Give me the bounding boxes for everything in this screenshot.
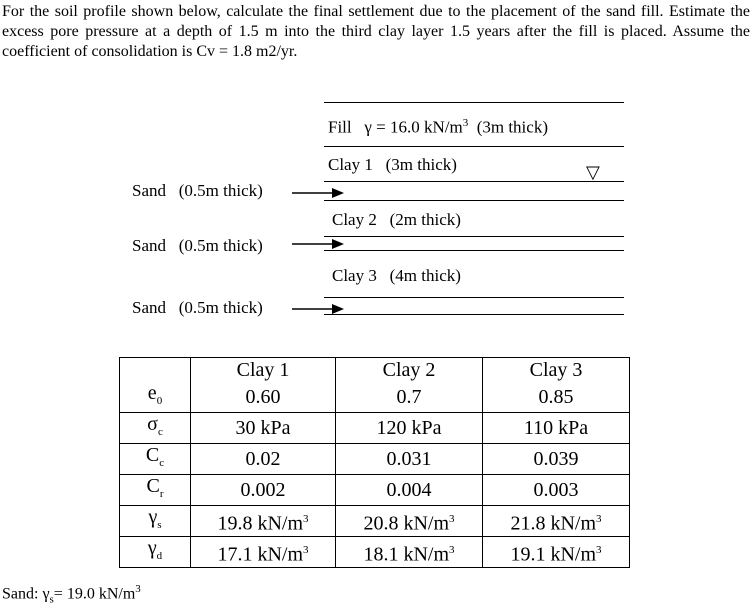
table-row	[120, 382, 630, 413]
table-cell: 110 kPa	[483, 413, 630, 444]
fill-top-line	[324, 102, 624, 103]
sand1-label: Sand (0.5m thick)	[132, 181, 263, 200]
table-cell: 0.031	[336, 444, 483, 475]
table-row	[120, 413, 630, 444]
table-row	[120, 475, 630, 506]
row-label-cr: $C_r$	[120, 475, 191, 506]
clay3-label: Clay 3 (4m thick)	[332, 266, 461, 285]
table-header-row	[120, 358, 630, 383]
sand3-bottom-line	[324, 314, 624, 315]
table-cell: 30 kPa	[191, 413, 336, 444]
table-cell: 17.1 $kN/m^3$	[191, 537, 336, 568]
table-cell: 0.85	[483, 382, 630, 413]
row-label-cc: $C_c$	[120, 444, 191, 475]
problem-statement: For the soil profile shown below, calculate the final settlement due to the placement of the sand fill. Estimate the excess pore pressure at a depth of 1.5 m into the third clay layer 1.5 years after the fill is placed. Assume the coefficient of consolidation is Cv = 1.8 m2/yr.	[2, 3, 750, 60]
sand2-label: Sand (0.5m thick)	[132, 236, 263, 255]
fill-label: Fill γ = 16.0 $kN/m^3$ (3m thick)	[328, 117, 548, 137]
table-cell: 0.60	[191, 382, 336, 413]
row-label-gamma-s: $\gamma_s$	[120, 506, 191, 537]
water-table-icon: ▽	[586, 162, 600, 183]
header-clay2: Clay 2	[336, 358, 483, 383]
table-cell: 21.8 $kN/m^3$	[483, 506, 630, 537]
sand2-arrow-icon	[292, 237, 352, 251]
header-clay1: Clay 1	[191, 358, 336, 383]
clay1-label: Clay 1 (3m thick)	[328, 155, 457, 174]
table-row	[120, 506, 630, 537]
sand2-bottom-line	[324, 250, 624, 251]
sand3-label: Sand (0.5m thick)	[132, 298, 263, 317]
table-corner-cell	[120, 358, 191, 383]
table-cell: 0.004	[336, 475, 483, 506]
table-cell: 0.003	[483, 475, 630, 506]
table-cell: 0.002	[191, 475, 336, 506]
table-cell: 18.1 $kN/m^3$	[336, 537, 483, 568]
clay-properties-table	[119, 357, 630, 568]
clay1-bottom-line	[324, 181, 624, 182]
table-cell: 20.8 $kN/m^3$	[336, 506, 483, 537]
table-row	[120, 444, 630, 475]
header-clay3: Clay 3	[483, 358, 630, 383]
clay2-label: Clay 2 (2m thick)	[332, 210, 461, 229]
sand1-bottom-line	[324, 200, 624, 201]
fill-bottom-line	[324, 146, 624, 147]
row-label-gamma-d: $\gamma_d$	[120, 537, 191, 568]
sand1-arrow-icon	[292, 186, 352, 200]
clay2-bottom-line	[324, 236, 624, 237]
clay3-bottom-line	[324, 297, 624, 298]
table-row	[120, 537, 630, 568]
table-cell: 0.7	[336, 382, 483, 413]
sand-unit-weight-note: Sand: $\gamma_s= 19.0$ $kN/m^3$	[2, 583, 141, 606]
row-label-sigma-c: $\sigma_c$	[120, 413, 191, 444]
table-cell: 0.02	[191, 444, 336, 475]
table-cell: 19.8 $kN/m^3$	[191, 506, 336, 537]
table-cell: 120 kPa	[336, 413, 483, 444]
table-cell: 0.039	[483, 444, 630, 475]
row-label-e0: $e_0$	[120, 382, 191, 413]
table-cell: 19.1 $kN/m^3$	[483, 537, 630, 568]
